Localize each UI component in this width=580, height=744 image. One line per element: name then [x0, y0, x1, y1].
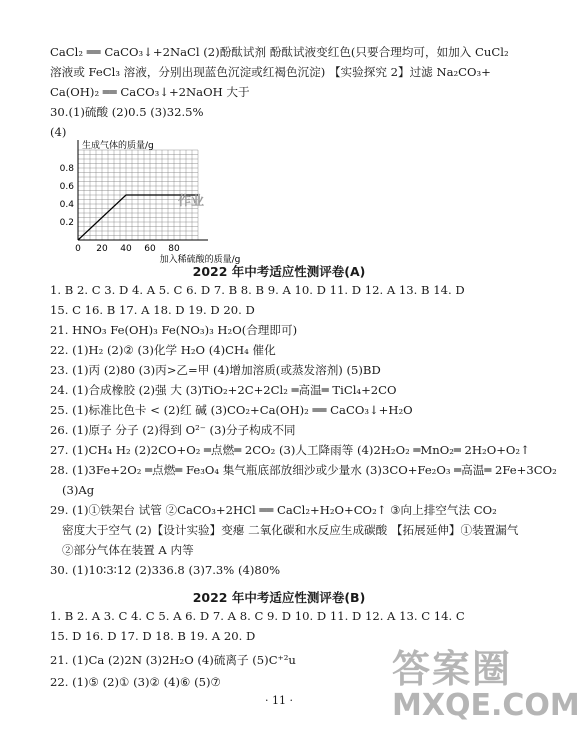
x-tick-label: 80 — [168, 244, 180, 254]
x-axis-label: 加入稀硫酸的质量/g — [159, 255, 241, 265]
answer-line: CaCl₂ ══ CaCO₃↓+2NaCl (2)酚酞试剂 酚酞试液变红色(只要合理均可，如加入 CuCl₂ — [50, 45, 509, 59]
x-tick-label: 60 — [144, 244, 156, 254]
answer-line: 26. (1)原子 分子 (2)得到 O²⁻ (3)分子构成不同 — [50, 423, 296, 437]
answer-line: 21. HNO₃ Fe(OH)₃ Fe(NO₃)₃ H₂O(合理即可) — [50, 323, 298, 337]
watermark: 作业 — [178, 194, 205, 209]
x-tick-label: 20 — [96, 244, 108, 254]
watermark-logo: 答案圈 — [392, 647, 513, 691]
answer-line: Ca(OH)₂ ══ CaCO₃↓+2NaOH 大于 — [50, 85, 250, 99]
answer-line: 24. (1)合成橡胶 (2)强 大 (3)TiO₂+2C+2Cl₂ ═高温═ TiCl₄+2CO — [50, 383, 397, 397]
x-tick-label: 0 — [75, 244, 81, 254]
section-title-a: 2022 年中考适应性测评卷(A) — [192, 264, 366, 279]
x-tick-label: 40 — [120, 244, 132, 254]
answer-line: 30. (1)10∶3∶12 (2)336.8 (3)7.3% (4)80% — [50, 563, 281, 577]
answer-line: 29. (1)①铁架台 试管 ②CaCO₃+2HCl ══ CaCl₂+H₂O+CO₂↑ ③向上排空气法 CO₂ — [50, 503, 497, 517]
answer-line: 溶液或 FeCl₃ 溶液，分别出现蓝色沉淀或红褐色沉淀) 【实验探究 2】过滤 Na₂CO₃+ — [50, 65, 491, 79]
answer-line: (3)Ag — [62, 483, 95, 497]
gas-mass-chart — [48, 140, 288, 265]
answer-line: 15. C 16. B 17. A 18. D 19. D 20. D — [50, 303, 255, 317]
answer-line: 22. (1)⑤ (2)① (3)② (4)⑥ (5)⑦ — [50, 675, 221, 689]
y-tick-label: 0.6 — [59, 182, 74, 192]
answer-line: 15. D 16. D 17. D 18. B 19. A 20. D — [50, 629, 256, 643]
y-tick-label: 0.8 — [59, 164, 74, 174]
answer-line: (4) — [50, 125, 67, 139]
y-tick-label: 0.2 — [59, 218, 74, 228]
answer-line: 密度大于空气 (2)【设计实验】变瘪 二氧化碳和水反应生成碳酸 【拓展延伸】①装置漏气 — [62, 523, 519, 537]
answer-line: 1. B 2. A 3. C 4. C 5. A 6. D 7. A 8. C 9. D 10. D 11. D 12. A 13. C 14. C — [50, 609, 465, 623]
answer-line: ②部分气体在装置 A 内等 — [62, 543, 194, 557]
answer-line: 1. B 2. C 3. D 4. A 5. C 6. D 7. B 8. B 9. A 10. D 11. D 12. A 13. B 14. D — [50, 283, 465, 297]
section-title-b: 2022 年中考适应性测评卷(B) — [192, 590, 366, 605]
answer-line: 30.(1)硫酸 (2)0.5 (3)32.5% — [50, 105, 204, 119]
answer-line: 27. (1)CH₄ H₂ (2)2CO+O₂ ═点燃═ 2CO₂ (3)人工降雨等 (4)2H₂O₂ ═MnO₂═ 2H₂O+O₂↑ — [50, 443, 530, 457]
answer-line: 22. (1)H₂ (2)② (3)化学 H₂O (4)CH₄ 催化 — [50, 343, 276, 357]
y-tick-label: 0.4 — [59, 200, 74, 210]
answer-line: 21. (1)Ca (2)2N (3)2H₂O (4)硫离子 (5)C⁺²u — [50, 653, 296, 667]
y-axis-label: 生成气体的质量/g — [82, 141, 154, 151]
watermark-url: MXQE.COM — [392, 688, 580, 723]
page-number: · 11 · — [265, 694, 293, 707]
answer-line: 23. (1)丙 (2)80 (3)丙>乙=甲 (4)增加溶质(或蒸发溶剂) (5)BD — [50, 363, 381, 377]
answer-line: 28. (1)3Fe+2O₂ ═点燃═ Fe₃O₄ 集气瓶底部放细沙或少量水 (3)3CO+Fe₂O₃ ═高温═ 2Fe+3CO₂ — [50, 463, 557, 477]
answer-line: 25. (1)标准比色卡 < (2)红 碱 (3)CO₂+Ca(OH)₂ ══ CaCO₃↓+H₂O — [50, 403, 413, 417]
